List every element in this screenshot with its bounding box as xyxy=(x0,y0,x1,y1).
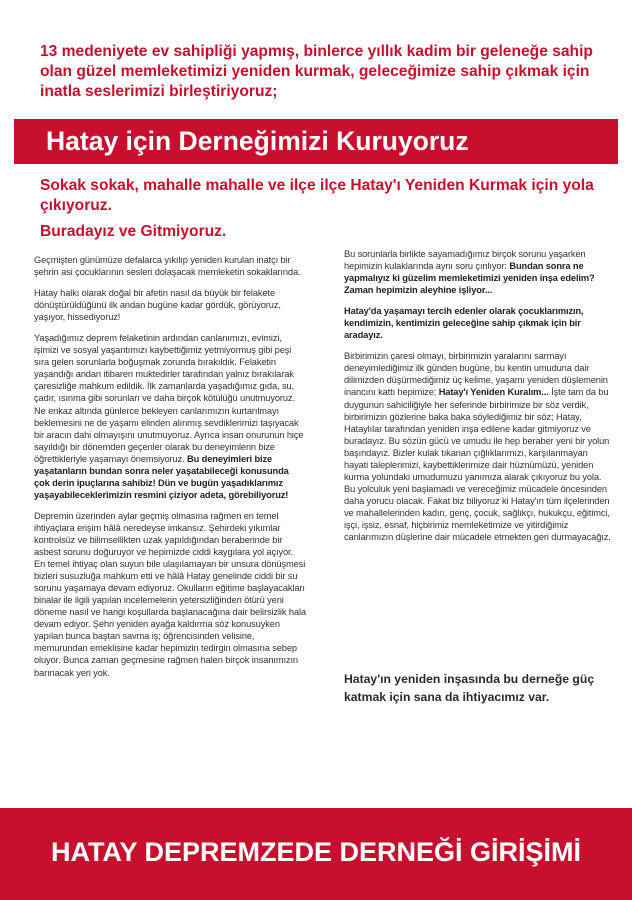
subtitle: Sokak sokak, mahalle mahalle ve ilçe ilçe Hatay'ı Yeniden Kurmak için yola çıkıyoruz. xyxy=(40,177,594,214)
right-paragraph-3-text-b: İşte tam da bu duygunun sahiciliğiyle her seferinde birbirimize bir söz verdik, birbirimizin gözlerine baka baka söylediğimiz bir söz; Hatay, Hataylılar tarafından yeniden inşa edilene kadar gitmiyoruz ve buradayız. Bu sözün gücü ve umudu ile hep beraber yeni bir yolun başındayız. Bizler kulak tıkanan çığlıklarımızı, karşılanmayan hayati taleplerimizi, kaybettiklerimize dair hüznümüzü, yeniden kurma yolundaki umudumuzu yanımıza alarak çıkıyoruz bu yola. Bu yolculuk yeni başlamadı ve vereceğimiz mücadele öncesinden daha yorucu olacak. Fakat biz biliyoruz ki Hatay'ın tüm ilçelerinden ve mahallelerinden kadın, genç, çocuk, sağlıkçı, hukukçu, eğitimci, işçi, işsiz, esnaf, hiçbirimiz memleketimize ve yitirdiğimiz canlarımızın düşlerine dair mücadele etmekten geri durmayacağız. xyxy=(344,387,611,543)
right-paragraph-2-emphasis: Hatay'da yaşamayı tercih edenler olarak çocuklarımızın, kendimizin, kentimizin geleceğine sahip çıkmak için bir aradayız. xyxy=(344,306,584,341)
banner-title: Hatay için Derneğimizi Kuruyoruz xyxy=(46,126,469,156)
right-paragraph-2 xyxy=(344,305,614,341)
closing-call: Hatay'ın yeniden inşasında bu derneğe güç katmak için sana da ihtiyacımız var. xyxy=(344,672,595,704)
left-paragraph-3 xyxy=(34,332,306,501)
left-paragraph-3-text: Yaşadığımız deprem felaketinin ardından canlanımızı, evimizi, işimizi ve sosyal yaşantımızı kaybettiğimiz yetmiyormuş gibi peşi sıra gelen sorunlarla boğuşmak zorunda bırakıldık. Felaketin yaşandığı andan itibaren muktedirler tarafından yalnız bırakılarak çaresizliğe mahkum edildik. İlk zamanlarda yaşadığımız gıda, su, çadır, ısınma gibi sorunları ve daha birçok kötülüğü unutmuyoruz. Ne enkaz altında günlerce bekleyen canlarımızın kurtarılmayı beklemesini ne de yaşamı elinden alınmış sevdiklerimizi taşıyacak bir aracın dahi olmayışını unutmuyoruz. Ayrıca insan onurunun hiçe sayıldığı bir dönemden geçenler olarak bu deneyimlerin bize öğrettikleriyle yaşamayı önemsiyoruz. xyxy=(34,333,304,464)
left-paragraph-4: Depremin üzerinden aylar geçmiş olmasına rağmen en temel ihtiyaçlara erişim hâlâ neredeyse imkansız. Şehirdeki yıkımlar kontrolsüz ve bilimsellikten uzak yapıldığından beraberinde bir asbest sorunu doğuruyor ve hepimizde ciddi kaygılara yol açıyor. En temel ihtiyaç olan suyun bile ulaşılamayan bir unsura dönüşmesi bizleri susuzluğa mahkum etti ve hâlâ Hatay genelinde ciddi bir su sorunu yaşamaya devam ediyoruz. Okulların eğitime başlayacakları binalar ile ilgili yapılan incelemelerin yetersizliğinden ötürü yeni döneme nasıl ve hangi koşullarda başlanacağına dair belirsizlik hala devam ediyor. Şehri yeniden ayağa kaldırma söz konusuyken yapılan bunca baştan savma iş; öğrencisinden velisine, memurundan emeklisine kadar hepimizin tedirgin olmasına sebep oluyor. Bunca zaman geçmesine rağmen halen birçok insanımızın barınacak yeri yok. xyxy=(34,510,306,678)
footer-banner xyxy=(0,808,632,900)
right-column xyxy=(344,248,614,552)
intro-statement: 13 medeniyete ev sahipliği yapmış, binlerce yıllık kadim bir geleneğe sahip olan güzel memleketimizi yeniden kurmak, geleceğimize sahip çıkmak için inatla seslerimizi birleştiriyoruz; xyxy=(40,43,593,100)
left-paragraph-3-emphasis: Bu deneyimleri bize yaşatanların bundan sonra neler yaşatabileceği konusunda çok derin ipuçlarına sahibiz! Dün ve bugün yaşadıklarımız yaşayabileceklerimizin resmini çiziyor adeta, görebiliyoruz! xyxy=(34,453,289,500)
right-paragraph-3-emphasis: Hatay'ı Yeniden Kuralım... xyxy=(438,387,549,398)
right-paragraph-3 xyxy=(344,350,614,543)
footer-title: HATAY DEPREMZEDE DERNEĞİ GİRİŞİMİ xyxy=(50,837,582,867)
right-paragraph-1-text: Bu sorunlarla birlikte sayamadığımız birçok sorunu yaşarken hepimizin kulaklarında aynı soru çınlıyor: xyxy=(344,249,586,272)
title-banner xyxy=(14,119,618,164)
right-paragraph-1-emphasis: Bundan sonra ne yapmalıyız ki güzelim memleketimizi yeniden inşa edelim? Zaman hepimizin aleyhine işliyor... xyxy=(344,261,595,296)
left-paragraph-2: Hatay halkı olarak doğal bir afetin nasıl da büyük bir felakete dönüştürüldüğünü ilk andan bugüne kadar gördük, görüyoruz, yaşıyor, hissediyoruz! xyxy=(34,288,281,323)
tagline: Buradayız ve Gitmiyoruz. xyxy=(40,223,227,240)
right-paragraph-3-text-a: Birbirimizin çaresi olmayı, birbirimizin yaralarını sarmayı deneyimlediğimiz ilk günden bugüne, bu kentin umuduna dair dilimizden düşürmediğimiz üç kelime, yaşamı yeniden düşlemenin inancını kattı hepimize; xyxy=(344,351,608,398)
left-column xyxy=(34,254,306,688)
left-paragraph-1: Geçmişten günümüze defalarca yıkılıp yeniden kurulan inatçı bir şehrin asi çocuklarının sesleri dolaşacak memleketin sokaklarında. xyxy=(34,255,301,278)
right-paragraph-1 xyxy=(344,248,614,296)
